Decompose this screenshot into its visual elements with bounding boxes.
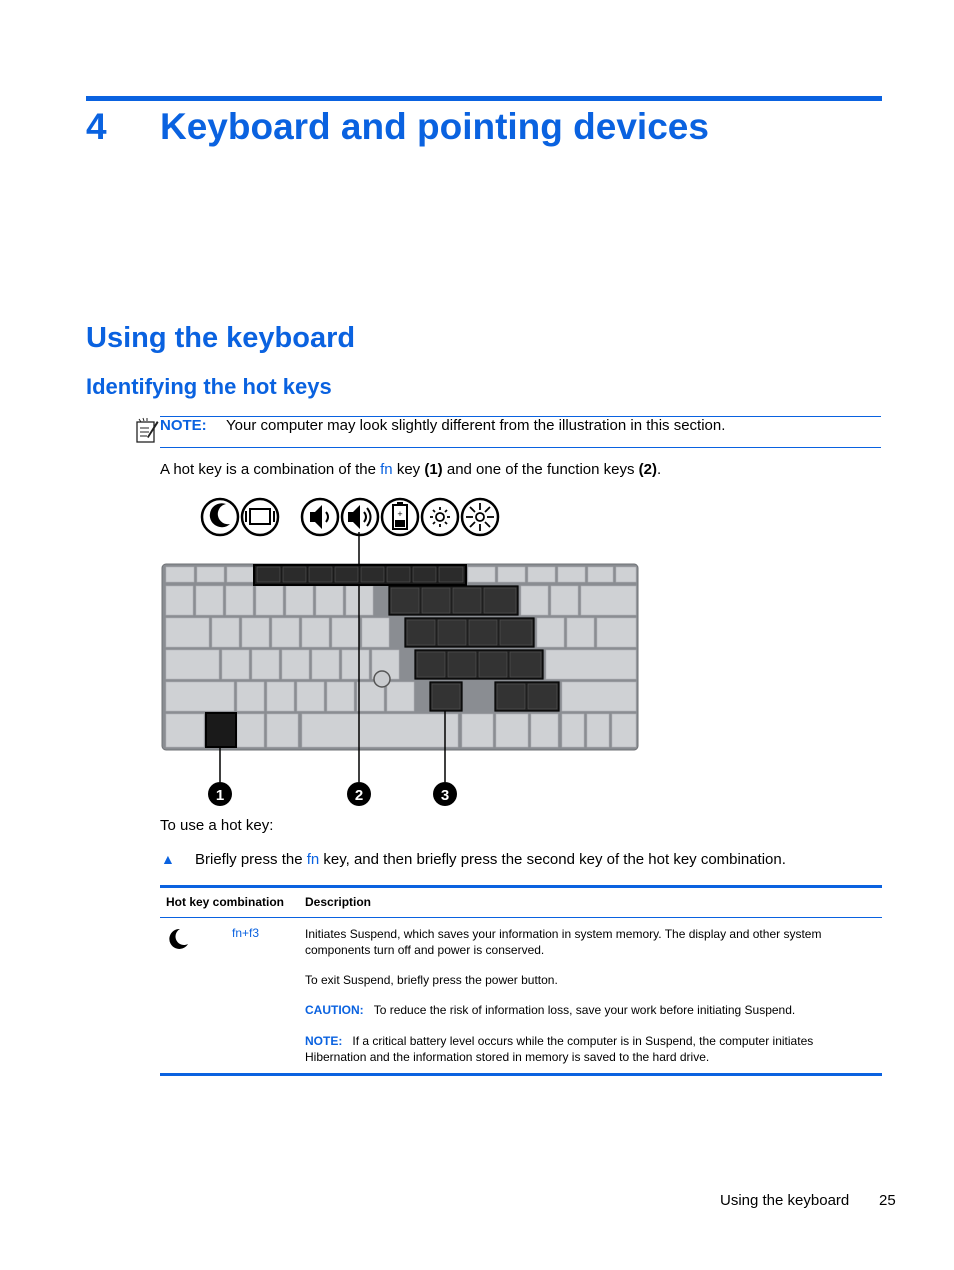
row-note-label: NOTE: (305, 1034, 343, 1048)
brightness-up-icon (462, 499, 498, 535)
brightness-down-icon (422, 499, 458, 535)
intro-paragraph (160, 461, 661, 478)
bullet-triangle-icon: ▲ (161, 851, 175, 867)
footer-section-title: Using the keyboard (720, 1192, 850, 1209)
ref-2: (2) (638, 461, 657, 478)
instructions-label: To use a hot key: (160, 817, 274, 834)
moon-icon (166, 927, 190, 951)
row-description: Initiates Suspend, which saves your information in system memory. The display and other system components turn off and power is conserved. (305, 927, 822, 957)
callout-2 (347, 782, 371, 806)
fn-key-ref: fn (380, 461, 393, 478)
instruction-step (195, 851, 786, 868)
table-header-description: Description (305, 895, 372, 909)
callout-1 (208, 782, 232, 806)
combo-fn: fn (232, 926, 243, 940)
combo-key: +f3 (242, 926, 260, 940)
svg-text:2: 2 (354, 787, 364, 804)
note-icon (135, 416, 159, 444)
step-text-1: Briefly press the (195, 851, 307, 868)
hotkey-combo (232, 926, 259, 940)
intro-text-3: and one of the function keys (442, 461, 639, 478)
row-caution (305, 1002, 875, 1018)
chapter-number: 4 (86, 106, 107, 147)
subsection-title: Identifying the hot keys (86, 374, 332, 399)
row-note-text: If a critical battery level occurs while the computer is in Suspend, the computer initiates Hibernation and the information stored in memory is saved to the hard drive. (305, 1034, 814, 1064)
step-text-2: key, and then briefly press the second key of the hot key combination. (319, 851, 786, 868)
table-header-rule (160, 917, 882, 918)
caution-text: To reduce the risk of information loss, save your work before initiating Suspend. (373, 1003, 796, 1017)
table-header-combo: Hot key combination (166, 895, 285, 909)
intro-text-2: key (392, 461, 425, 478)
svg-text:1: 1 (215, 787, 225, 804)
table-bottom-rule (160, 1073, 882, 1076)
intro-text-1: A hot key is a combination of the (160, 461, 381, 478)
display-switch-icon (242, 499, 278, 535)
row-exit-text: To exit Suspend, briefly press the power button. (305, 973, 558, 987)
intro-text-4: . (657, 461, 662, 478)
section-title: Using the keyboard (86, 322, 356, 354)
row-note (305, 1033, 875, 1065)
chapter-title: Keyboard and pointing devices (160, 106, 709, 147)
svg-text:+: + (397, 509, 403, 519)
callout-3 (433, 782, 457, 806)
volume-down-icon (302, 499, 338, 535)
table-top-rule (160, 885, 882, 888)
note-label: NOTE: (160, 417, 207, 434)
step-fn-ref: fn (306, 851, 320, 868)
caution-label: CAUTION: (305, 1003, 364, 1017)
sleep-icon (202, 499, 238, 535)
page-number: 25 (879, 1192, 896, 1209)
note-text: Your computer may look slightly different from the illustration in this section. (226, 417, 726, 434)
chapter-rule (86, 96, 882, 101)
volume-up-icon (342, 499, 378, 535)
battery-icon (382, 499, 418, 535)
keyboard-illustration (160, 492, 642, 810)
ref-1: (1) (424, 461, 443, 478)
svg-text:3: 3 (440, 787, 450, 804)
